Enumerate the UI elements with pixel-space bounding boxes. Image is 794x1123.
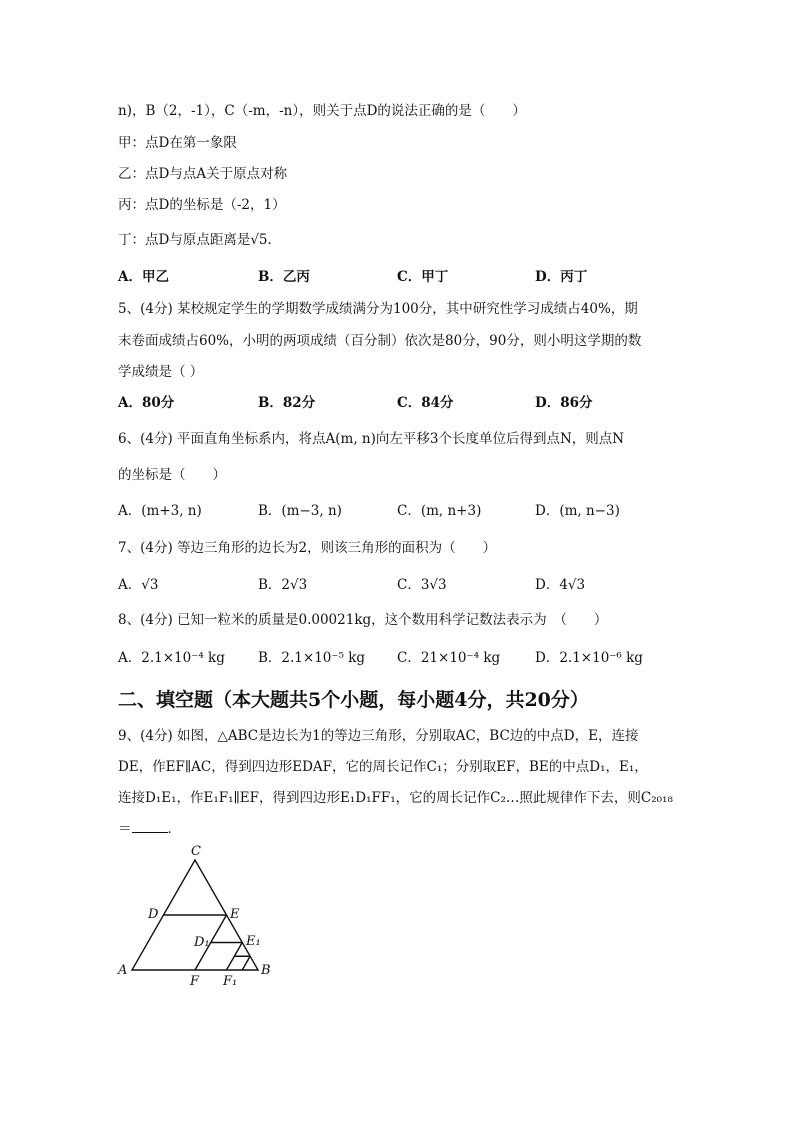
q5-line-1: 5、(4分) 某校规定学生的学期数学成绩满分为100分，其中研究性学习成绩占40%，期 — [118, 301, 638, 317]
q7-option-d: D．4√3 — [535, 577, 586, 593]
q4-statement-jia: 甲：点D在第一象限 — [118, 135, 237, 151]
q5-option-a: A．80分 — [118, 395, 175, 411]
q8-line-1: 8、(4分) 已知一粒米的质量是0.00021kg，这个数用科学记数法表示为 （ ） — [118, 612, 608, 628]
label-d1: D₁ — [194, 935, 210, 950]
q9-line-2: DE，作EF∥AC，得到四边形EDAF，它的周长记作C₁；分别取EF，BE的中点D₁，E₁， — [118, 759, 648, 775]
q4-statement-yi: 乙：点D与点A关于原点对称 — [118, 166, 288, 182]
label-b: B — [261, 963, 271, 978]
q8-option-b: B．2.1×10⁻⁵ kg — [258, 650, 366, 666]
q5-option-b: B．82分 — [258, 395, 316, 411]
period: ． — [167, 821, 181, 837]
q6-option-c: C．(m, n+3) — [397, 503, 482, 519]
answer-blank — [132, 820, 168, 833]
segment-e2f2 — [242, 956, 250, 970]
q8-option-d: D．2.1×10⁻⁶ kg — [535, 650, 643, 666]
label-f: F — [190, 974, 200, 989]
q7-line-1: 7、(4分) 等边三角形的边长为2，则该三角形的面积为（ ） — [118, 540, 497, 556]
q8-option-c: C．21×10⁻⁴ kg — [397, 650, 501, 666]
q7-option-a: A．√3 — [118, 577, 159, 593]
label-a: A — [118, 963, 128, 978]
triangle-figure — [110, 835, 290, 995]
q8-option-a: A．2.1×10⁻⁴ kg — [118, 650, 225, 666]
q5-option-d: D．86分 — [535, 395, 593, 411]
q6-line-2: 的坐标是（ ） — [118, 467, 226, 483]
q6-option-b: B．(m−3, n) — [258, 503, 342, 519]
q6-line-1: 6、(4分) 平面直角坐标系内，将点A(m, n)向左平移3个长度单位后得到点N，则点N — [118, 431, 625, 447]
q6-option-a: A．(m+3, n) — [118, 503, 202, 519]
q4-option-a: A．甲乙 — [118, 269, 169, 285]
q5-line-2: 末卷面成绩占60%，小明的两项成绩（百分制）依次是80分，90分，则小明这学期的数 — [118, 333, 642, 349]
label-c: C — [191, 844, 201, 859]
q9-line-3: 连接D₁E₁，作E₁F₁∥EF，得到四边形E₁D₁FF₁，它的周长记作C₂…照此规律作下去，则C₂₀₁₈ — [118, 790, 673, 806]
q4-statement-bing: 丙：点D的坐标是（-2，1） — [118, 197, 286, 213]
q6-option-d: D．(m, n−3) — [535, 503, 620, 519]
q4-option-c: C．甲丁 — [397, 269, 449, 285]
q7-option-c: C．3√3 — [397, 577, 447, 593]
label-e: E — [230, 907, 240, 922]
equals-sign: ＝ — [118, 821, 132, 837]
q4-option-b: B．乙丙 — [258, 269, 310, 285]
label-e1: E₁ — [246, 934, 261, 949]
q7-option-b: B．2√3 — [258, 577, 308, 593]
q4-stem-tail: n)，B（2，-1），C（-m，-n），则关于点D的说法正确的是（ ） — [118, 103, 526, 119]
q4-option-d: D．丙丁 — [535, 269, 588, 285]
label-d: D — [148, 907, 159, 922]
q5-line-3: 学成绩是（ ） — [118, 364, 204, 380]
section-2-heading: 二、填空题（本大题共5个小题，每小题4分，共20分） — [118, 689, 589, 711]
q5-option-c: C．84分 — [397, 395, 454, 411]
label-f1: F₁ — [223, 974, 238, 989]
q9-line-1: 9、(4分) 如图，△ABC是边长为1的等边三角形，分别取AC，BC边的中点D，E，连接 — [118, 728, 639, 744]
q4-statement-ding: 丁：点D与原点距离是√5． — [118, 232, 282, 248]
